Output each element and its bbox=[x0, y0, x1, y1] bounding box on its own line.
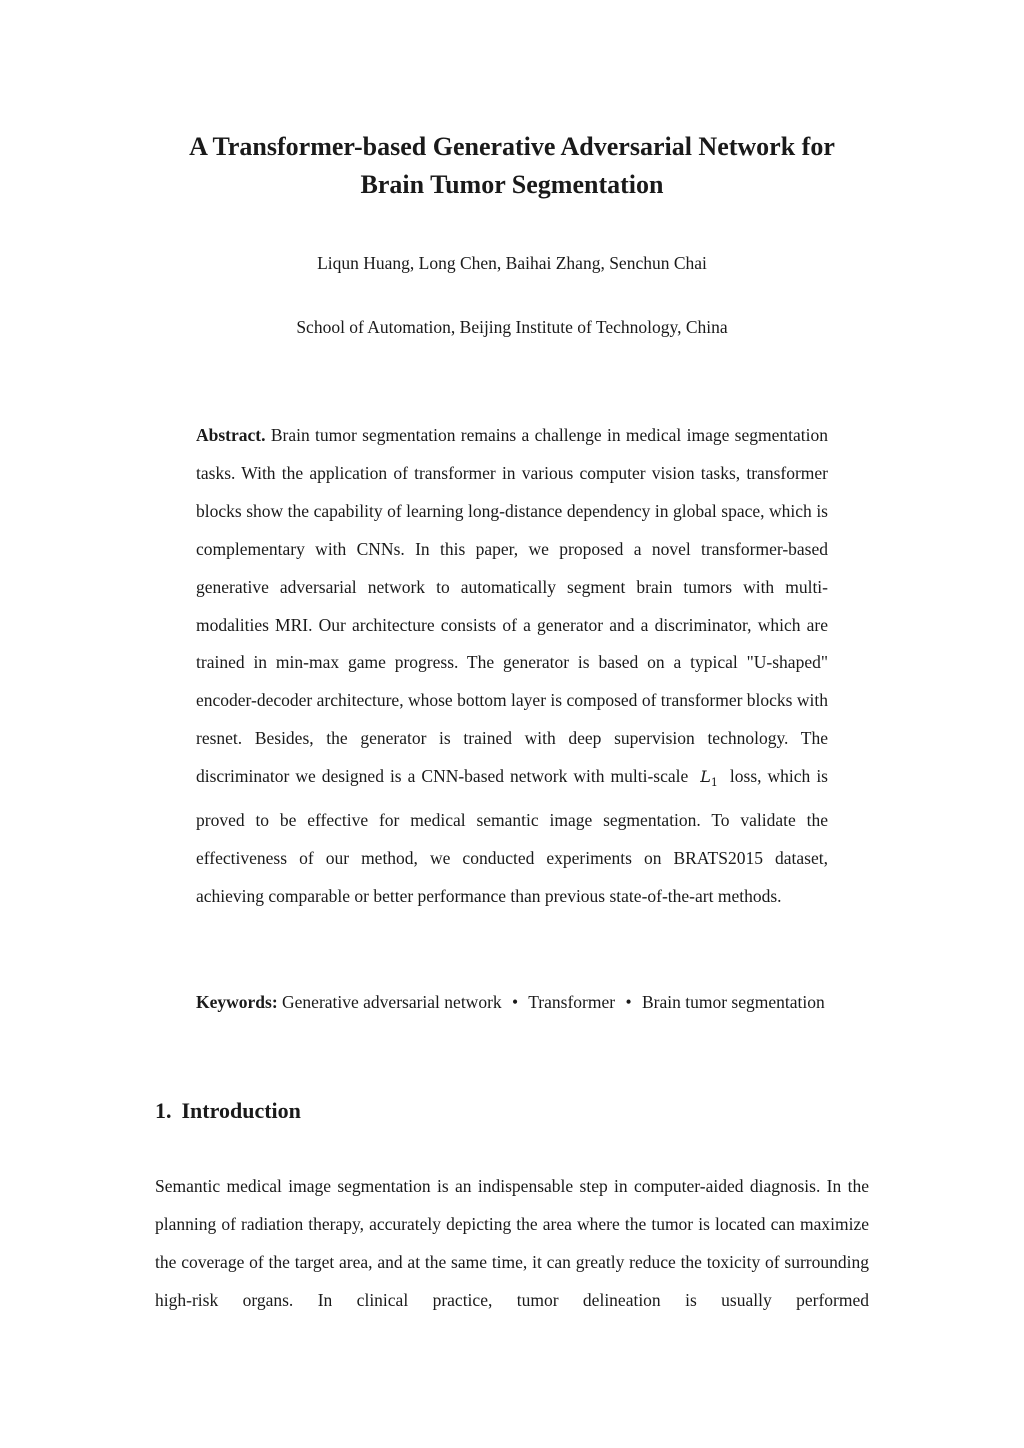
paper-title bbox=[100, 128, 924, 204]
introduction-paragraph: Semantic medical image segmentation is an indispensable step in computer-aided diagnosis. In the planning of radiation therapy, accurately depicting the area where the tumor is located can maximize the coverage of the target area, and at the same time, it can greatly reduce the toxicity of surrounding high-risk organs. In clinical practice, tumor delineation is usually performed bbox=[155, 1176, 869, 1310]
abstract bbox=[196, 417, 828, 916]
math-symbol: L bbox=[700, 767, 711, 787]
math-subscript: 1 bbox=[710, 776, 718, 790]
author-list: Liqun Huang, Long Chen, Baihai Zhang, Senchun Chai bbox=[317, 253, 707, 273]
keywords-label: Keywords: bbox=[196, 992, 278, 1012]
keyword-separator: • bbox=[625, 992, 632, 1012]
abstract-text-part-2: loss, which is proved to be effective for medical semantic image segmentation. To validate the effectiveness of our method, we conducted experiments on BRATS2015 dataset, achieving comparable or better performance than previous state-of-the-art methods. bbox=[196, 766, 828, 907]
keyword-item: Transformer bbox=[528, 992, 616, 1012]
keywords bbox=[196, 984, 828, 1022]
keyword-item: Generative adversarial network bbox=[282, 992, 502, 1012]
section-title: Introduction bbox=[181, 1098, 301, 1123]
title-line-2: Brain Tumor Segmentation bbox=[360, 170, 664, 199]
abstract-text-part-1: Brain tumor segmentation remains a challenge in medical image segmentation tasks. With the application of transformer in various computer vision tasks, transformer blocks show the capability of learning long-distance dependency in global space, which is complementary with CNNs. In this paper, we proposed a novel transformer-based generative adversarial network to automatically segment brain tumors with multi-modalities MRI. Our architecture consists of a generator and a discriminator, which are trained in min-max game progress. The generator is based on a typical "U-shaped" encoder-decoder architecture, whose bottom layer is composed of transformer blocks with resnet. Besides, the generator is trained with deep supervision technology. The discriminator we designed is a CNN-based network with multi-scale bbox=[196, 425, 828, 787]
keyword-separator: • bbox=[512, 992, 519, 1012]
section-heading-introduction bbox=[155, 1096, 301, 1126]
keyword-item: Brain tumor segmentation bbox=[641, 992, 825, 1012]
abstract-label: Abstract. bbox=[196, 425, 266, 445]
title-line-1: A Transformer-based Generative Adversarial Network for bbox=[189, 132, 835, 161]
section-number: 1. bbox=[155, 1098, 172, 1123]
affiliation: School of Automation, Beijing Institute of Technology, China bbox=[296, 317, 728, 337]
math-l1-symbol bbox=[694, 767, 724, 790]
